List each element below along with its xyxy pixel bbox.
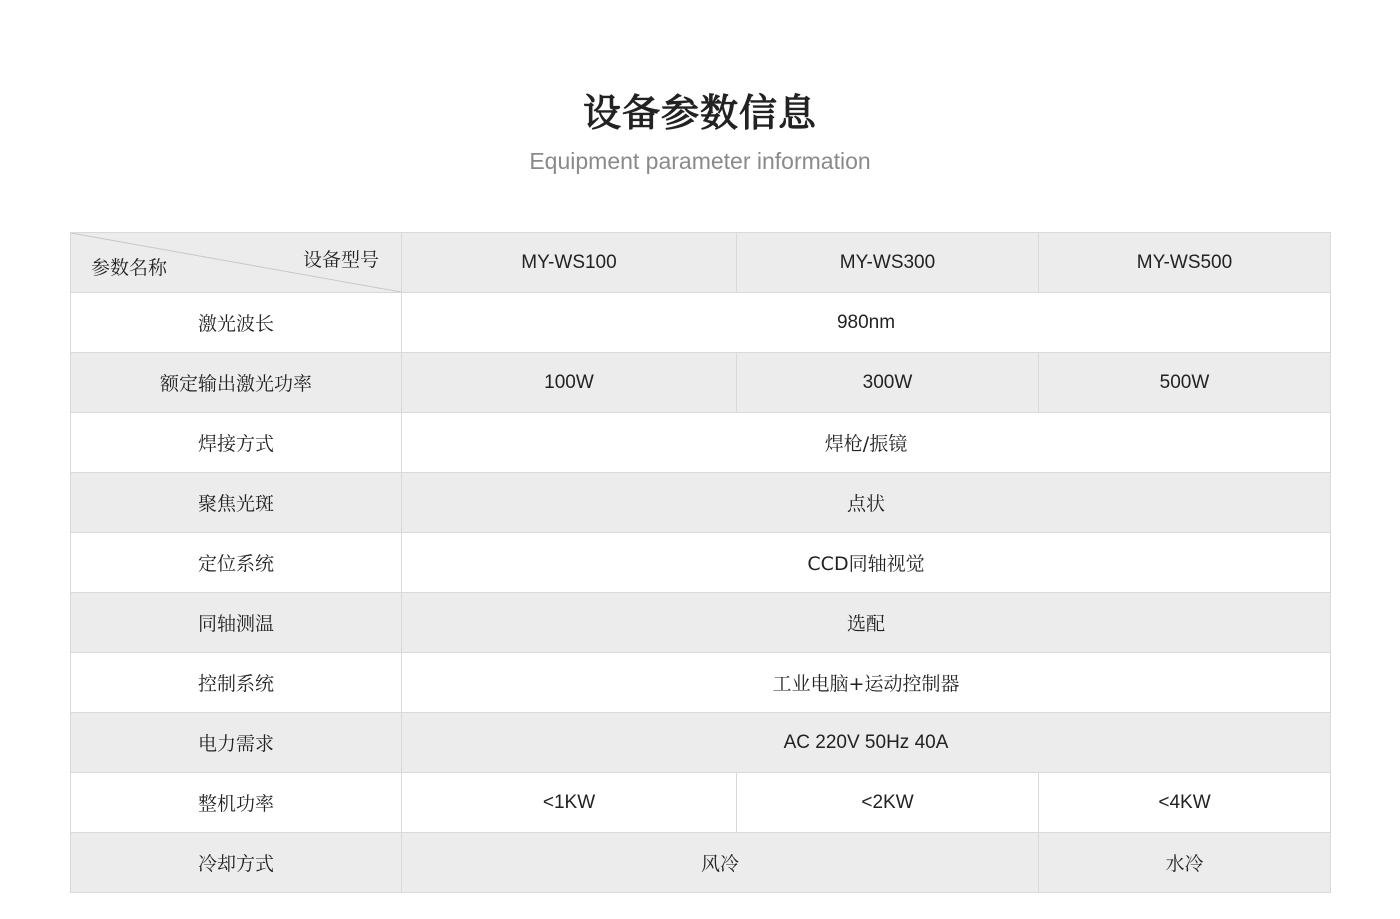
row-value: 水冷 (1039, 833, 1331, 893)
table-row (71, 533, 1331, 593)
corner-param-label: 参数名称 (91, 257, 168, 279)
row-value: 点状 (402, 473, 1331, 533)
row-label: 控制系统 (71, 653, 402, 713)
page-title: 设备参数信息 (582, 91, 817, 135)
row-value: 焊枪/振镜 (402, 413, 1331, 473)
corner-model-label: 设备型号 (302, 249, 379, 271)
row-value: <1KW (402, 773, 737, 833)
model-header-ws500: MY-WS500 (1039, 233, 1331, 293)
table-row (71, 353, 1331, 413)
row-label: 额定输出激光功率 (71, 353, 402, 413)
row-label: 焊接方式 (71, 413, 402, 473)
table-header-row (71, 233, 1331, 293)
parameter-table (70, 232, 1331, 893)
table-row (71, 413, 1331, 473)
row-label: 整机功率 (71, 773, 402, 833)
row-label: 定位系统 (71, 533, 402, 593)
table-row (71, 773, 1331, 833)
row-label: 电力需求 (71, 713, 402, 773)
row-value: 风冷 (402, 833, 1039, 893)
table-row (71, 713, 1331, 773)
row-label: 激光波长 (71, 293, 402, 353)
table-row (71, 593, 1331, 653)
row-label: 聚焦光斑 (71, 473, 402, 533)
model-header-ws300: MY-WS300 (737, 233, 1039, 293)
row-value: AC 220V 50Hz 40A (402, 713, 1331, 773)
row-value: 工业电脑+运动控制器 (402, 653, 1331, 713)
page-subtitle: Equipment parameter information (529, 148, 871, 174)
table-row (71, 293, 1331, 353)
row-value: 500W (1039, 353, 1331, 413)
row-value: 980nm (402, 293, 1331, 353)
row-value: 300W (737, 353, 1039, 413)
row-value: CCD同轴视觉 (402, 533, 1331, 593)
row-value: 100W (402, 353, 737, 413)
table-row (71, 653, 1331, 713)
table-row (71, 473, 1331, 533)
corner-cell (71, 233, 402, 293)
row-value: 选配 (402, 593, 1331, 653)
row-value: <2KW (737, 773, 1039, 833)
model-header-ws100: MY-WS100 (402, 233, 737, 293)
row-label: 同轴测温 (71, 593, 402, 653)
row-value: <4KW (1039, 773, 1331, 833)
row-label: 冷却方式 (71, 833, 402, 893)
table-row (71, 833, 1331, 893)
